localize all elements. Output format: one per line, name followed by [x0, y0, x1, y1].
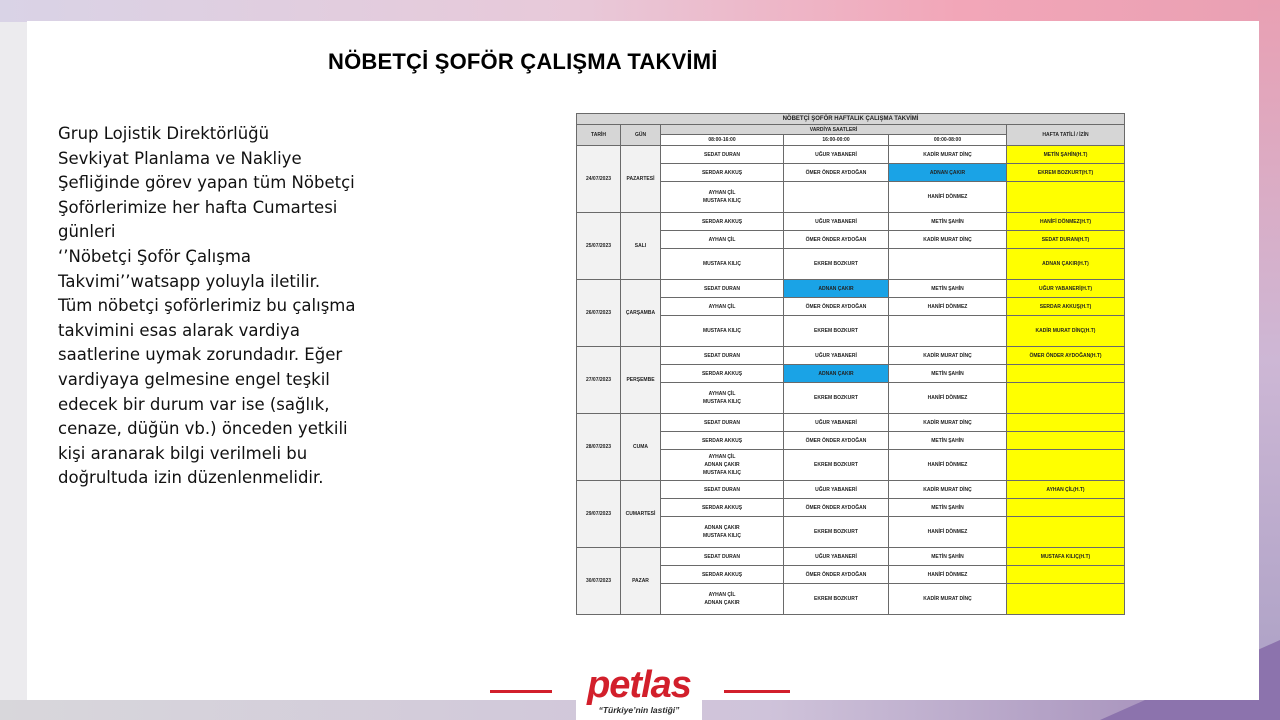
col-header-weekly-leave: HAFTA TATİLİ / İZİN	[1007, 125, 1125, 146]
cell-weekly-leave	[1007, 365, 1125, 383]
cell-day: PERŞEMBE	[621, 347, 661, 414]
logo-divider-right	[724, 690, 790, 693]
cell-weekly-leave	[1007, 182, 1125, 213]
cell-weekly-leave	[1007, 499, 1125, 517]
cell-shift-1: SERDAR AKKUŞ	[661, 365, 784, 383]
cell-weekly-leave: MUSTAFA KILIÇ(H.T)	[1007, 548, 1125, 566]
paragraph-line: Şefliğinde görev yapan tüm Nöbetçi	[58, 173, 355, 193]
cell-date: 27/07/2023	[577, 347, 621, 414]
cell-date: 26/07/2023	[577, 280, 621, 347]
cell-weekly-leave	[1007, 517, 1125, 548]
cell-day: CUMARTESİ	[621, 481, 661, 548]
cell-shift-1: AYHAN ÇİL	[661, 298, 784, 316]
page-title: NÖBETÇİ ŞOFÖR ÇALIŞMA TAKVİMİ	[328, 49, 718, 74]
cell-shift-3: HANİFİ DÖNMEZ	[889, 182, 1007, 213]
cell-shift-2: ADNAN ÇAKIR	[784, 280, 889, 298]
cell-shift-1: AYHAN ÇİL MUSTAFA KILIÇ	[661, 383, 784, 414]
cell-shift-2: EKREM BOZKURT	[784, 383, 889, 414]
cell-shift-1: AYHAN ÇİL ADNAN ÇAKIR MUSTAFA KILIÇ	[661, 450, 784, 481]
cell-shift-3: HANİFİ DÖNMEZ	[889, 450, 1007, 481]
paragraph-line: Takvimi’’watsapp yoluyla iletilir.	[58, 271, 321, 291]
cell-shift-1: SERDAR AKKUŞ	[661, 499, 784, 517]
cell-shift-3: METİN ŞAHİN	[889, 432, 1007, 450]
paragraph-line: doğrultuda izin düzenlenmelidir.	[58, 468, 324, 488]
cell-weekly-leave: ÖMER ÖNDER AYDOĞAN(H.T)	[1007, 347, 1125, 365]
cell-date: 28/07/2023	[577, 414, 621, 481]
table-row	[577, 548, 1125, 566]
col-header-date: TARİH	[577, 125, 621, 146]
cell-shift-2: ÖMER ÖNDER AYDOĞAN	[784, 164, 889, 182]
logo-wordmark: petlas	[587, 664, 691, 706]
paragraph-line: kişi aranarak bilgi verilmeli bu	[58, 443, 308, 463]
col-header-day: GÜN	[621, 125, 661, 146]
col-header-shift-1: 08:00-16:00	[661, 135, 784, 146]
cell-shift-1: MUSTAFA KILIÇ	[661, 249, 784, 280]
cell-weekly-leave: ADNAN ÇAKIR(H.T)	[1007, 249, 1125, 280]
paragraph-line: edecek bir durum var ise (sağlık,	[58, 394, 330, 414]
cell-shift-3: METİN ŞAHİN	[889, 548, 1007, 566]
cell-shift-3: METİN ŞAHİN	[889, 499, 1007, 517]
cell-date: 24/07/2023	[577, 146, 621, 213]
cell-shift-2: UĞUR YABANERİ	[784, 347, 889, 365]
cell-shift-1: SEDAT DURAN	[661, 280, 784, 298]
cell-shift-2: EKREM BOZKURT	[784, 316, 889, 347]
cell-shift-2: ADNAN ÇAKIR	[784, 365, 889, 383]
cell-shift-2: EKREM BOZKURT	[784, 450, 889, 481]
cell-day: PAZAR	[621, 548, 661, 615]
cell-shift-3: HANİFİ DÖNMEZ	[889, 566, 1007, 584]
cell-shift-3: HANİFİ DÖNMEZ	[889, 298, 1007, 316]
table-row	[577, 213, 1125, 231]
table-row	[577, 146, 1125, 164]
cell-shift-3: METİN ŞAHİN	[889, 365, 1007, 383]
cell-shift-3	[889, 316, 1007, 347]
petlas-logo	[576, 666, 702, 720]
schedule-table-image	[576, 113, 1124, 636]
cell-shift-1: SEDAT DURAN	[661, 347, 784, 365]
cell-weekly-leave	[1007, 383, 1125, 414]
cell-weekly-leave: METİN ŞAHİN(H.T)	[1007, 146, 1125, 164]
cell-shift-2: ÖMER ÖNDER AYDOĞAN	[784, 432, 889, 450]
cell-weekly-leave	[1007, 432, 1125, 450]
paragraph-line: Sevkiyat Planlama ve Nakliye	[58, 148, 302, 168]
cell-weekly-leave	[1007, 566, 1125, 584]
cell-shift-2: ÖMER ÖNDER AYDOĞAN	[784, 566, 889, 584]
cell-shift-1: SEDAT DURAN	[661, 548, 784, 566]
cell-weekly-leave	[1007, 584, 1125, 615]
paragraph-line: saatlerine uymak zorundadır. Eğer	[58, 345, 343, 365]
cell-shift-1: SERDAR AKKUŞ	[661, 164, 784, 182]
cell-shift-3: KADİR MURAT DİNÇ	[889, 146, 1007, 164]
schedule-table-body	[577, 146, 1125, 615]
cell-shift-1: MUSTAFA KILIÇ	[661, 316, 784, 347]
cell-shift-3: HANİFİ DÖNMEZ	[889, 383, 1007, 414]
paragraph-line: cenaze, düğün vb.) önceden yetkili	[58, 419, 348, 439]
cell-shift-2	[784, 182, 889, 213]
cell-shift-3: KADİR MURAT DİNÇ	[889, 231, 1007, 249]
cell-shift-3: KADİR MURAT DİNÇ	[889, 584, 1007, 615]
col-header-shift-3: 00:00-08:00	[889, 135, 1007, 146]
table-title: NÖBETÇİ ŞOFÖR HAFTALIK ÇALIŞMA TAKVİMİ	[577, 114, 1125, 125]
table-row	[577, 280, 1125, 298]
cell-shift-2: EKREM BOZKURT	[784, 517, 889, 548]
col-header-shift-2: 16:00-00:00	[784, 135, 889, 146]
logo-divider-left	[490, 690, 552, 693]
cell-shift-1: AYHAN ÇİL MUSTAFA KILIÇ	[661, 182, 784, 213]
cell-shift-3: METİN ŞAHİN	[889, 213, 1007, 231]
description-paragraph	[58, 122, 428, 491]
cell-shift-2: UĞUR YABANERİ	[784, 548, 889, 566]
cell-day: SALI	[621, 213, 661, 280]
cell-weekly-leave	[1007, 414, 1125, 432]
table-row	[577, 347, 1125, 365]
cell-day: CUMA	[621, 414, 661, 481]
cell-shift-3: METİN ŞAHİN	[889, 280, 1007, 298]
paragraph-line: Şoförlerimize her hafta Cumartesi	[58, 197, 338, 217]
cell-shift-1: SERDAR AKKUŞ	[661, 566, 784, 584]
cell-weekly-leave: UĞUR YABANERİ(H.T)	[1007, 280, 1125, 298]
cell-shift-3: KADİR MURAT DİNÇ	[889, 481, 1007, 499]
paragraph-line: Tüm nöbetçi şoförlerimiz bu çalışma	[58, 296, 356, 316]
paragraph-line: vardiyaya gelmesine engel teşkil	[58, 369, 330, 389]
cell-date: 25/07/2023	[577, 213, 621, 280]
cell-weekly-leave	[1007, 450, 1125, 481]
logo-tagline: “Türkiye’nin lastiği”	[598, 705, 680, 715]
cell-shift-2: UĞUR YABANERİ	[784, 213, 889, 231]
cell-shift-2: UĞUR YABANERİ	[784, 481, 889, 499]
paragraph-line: günleri	[58, 222, 116, 242]
background-band-top	[0, 0, 1280, 22]
paragraph-line: takvimini esas alarak vardiya	[58, 320, 300, 340]
cell-shift-1: AYHAN ÇİL	[661, 231, 784, 249]
cell-shift-3: KADİR MURAT DİNÇ	[889, 347, 1007, 365]
background-band-right	[1258, 0, 1280, 720]
cell-shift-1: SEDAT DURAN	[661, 146, 784, 164]
cell-shift-2: EKREM BOZKURT	[784, 584, 889, 615]
cell-weekly-leave: KADİR MURAT DİNÇ(H.T)	[1007, 316, 1125, 347]
col-header-shifts: VARDİYA SAATLERİ	[661, 125, 1007, 135]
cell-shift-2: UĞUR YABANERİ	[784, 146, 889, 164]
cell-weekly-leave: EKREM BOZKURT(H.T)	[1007, 164, 1125, 182]
schedule-table	[576, 113, 1125, 615]
cell-date: 29/07/2023	[577, 481, 621, 548]
table-row	[577, 481, 1125, 499]
paragraph-line: Grup Lojistik Direktörlüğü	[58, 124, 270, 143]
cell-day: PAZARTESİ	[621, 146, 661, 213]
cell-date: 30/07/2023	[577, 548, 621, 615]
cell-shift-3: HANİFİ DÖNMEZ	[889, 517, 1007, 548]
cell-shift-2: ÖMER ÖNDER AYDOĞAN	[784, 298, 889, 316]
cell-shift-2: EKREM BOZKURT	[784, 249, 889, 280]
petlas-logo-area	[490, 666, 790, 720]
cell-shift-3	[889, 249, 1007, 280]
cell-shift-1: SEDAT DURAN	[661, 414, 784, 432]
cell-shift-1: SEDAT DURAN	[661, 481, 784, 499]
cell-shift-2: ÖMER ÖNDER AYDOĞAN	[784, 499, 889, 517]
cell-shift-1: SERDAR AKKUŞ	[661, 432, 784, 450]
cell-weekly-leave: HANİFİ DÖNMEZ(H.T)	[1007, 213, 1125, 231]
cell-shift-1: SERDAR AKKUŞ	[661, 213, 784, 231]
cell-shift-1: AYHAN ÇİL ADNAN ÇAKIR	[661, 584, 784, 615]
paragraph-line: ‘’Nöbetçi Şoför Çalışma	[58, 246, 252, 266]
cell-shift-2: ÖMER ÖNDER AYDOĞAN	[784, 231, 889, 249]
cell-shift-2: UĞUR YABANERİ	[784, 414, 889, 432]
cell-weekly-leave: SEDAT DURAN(H.T)	[1007, 231, 1125, 249]
cell-weekly-leave: AYHAN ÇİL(H.T)	[1007, 481, 1125, 499]
cell-shift-3: KADİR MURAT DİNÇ	[889, 414, 1007, 432]
table-row	[577, 414, 1125, 432]
cell-weekly-leave: SERDAR AKKUŞ(H.T)	[1007, 298, 1125, 316]
cell-shift-3: ADNAN ÇAKIR	[889, 164, 1007, 182]
cell-shift-1: ADNAN ÇAKIR MUSTAFA KILIÇ	[661, 517, 784, 548]
cell-day: ÇARŞAMBA	[621, 280, 661, 347]
